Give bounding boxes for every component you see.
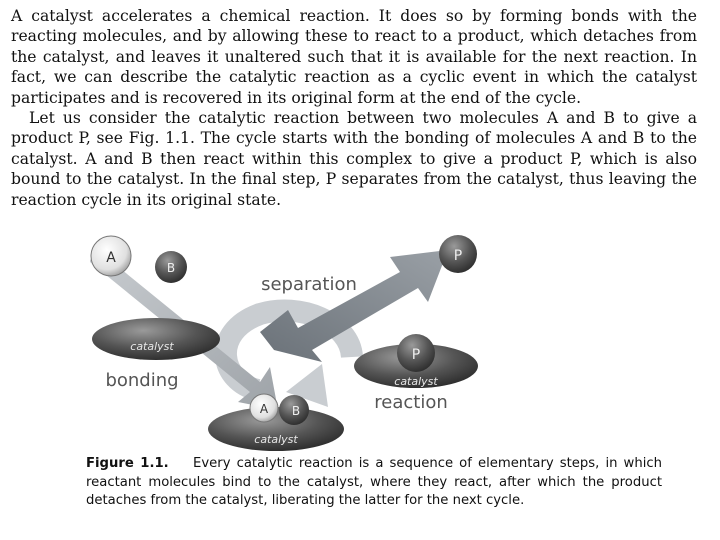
separation-label: separation — [261, 274, 357, 295]
paragraph-2: Let us consider the catalytic reaction between two molecules A and B to give a product P, see Fig. 1.1. The cycle starts with the bonding of molecules A and B to the catalyst. A and B then react within this complex to give a product P, which is also bound to the catalyst. In the final step, P separates from the catalyst, thus leaving the reaction cycle in its original state. — [11, 109, 697, 209]
molecule-a-bound-label: A — [259, 402, 269, 416]
figure-caption — [86, 455, 662, 511]
caption-label: Figure 1.1. — [86, 456, 169, 471]
body-text — [11, 6, 697, 210]
catalyst-left — [92, 318, 220, 360]
product-p-bound-label: P — [411, 347, 421, 363]
caption-text: Every catalytic reaction is a sequence of elementary steps, in which reactant molecules bind to the catalyst, where they react, after which the product detaches from the catalyst, liberating the latter for the next cycle. — [86, 456, 662, 509]
reaction-label: reaction — [374, 392, 448, 413]
catalytic-cycle-figure — [60, 232, 480, 452]
molecule-b-bound-label: B — [291, 404, 301, 418]
catalyst-bottom-label: catalyst — [254, 433, 298, 446]
catalytic-cycle-diagram — [60, 232, 480, 452]
paragraph-1: A catalyst accelerates a chemical reaction. It does so by forming bonds with the reacting molecules, and by allowing these to react to a product, which detaches from the catalyst, and leaves it unaltered such that it is available for the next reaction. In fact, we can describe the catalytic reaction as a cyclic event in which the catalyst participates and is recovered in its original form at the end of the cycle. — [11, 7, 697, 107]
catalyst-right-label: catalyst — [394, 375, 438, 388]
molecule-a-label: A — [106, 250, 116, 266]
catalyst-left-label: catalyst — [130, 340, 174, 353]
bonding-label: bonding — [105, 370, 179, 391]
molecule-b-label: B — [166, 261, 176, 275]
product-p-free-label: P — [453, 248, 463, 264]
